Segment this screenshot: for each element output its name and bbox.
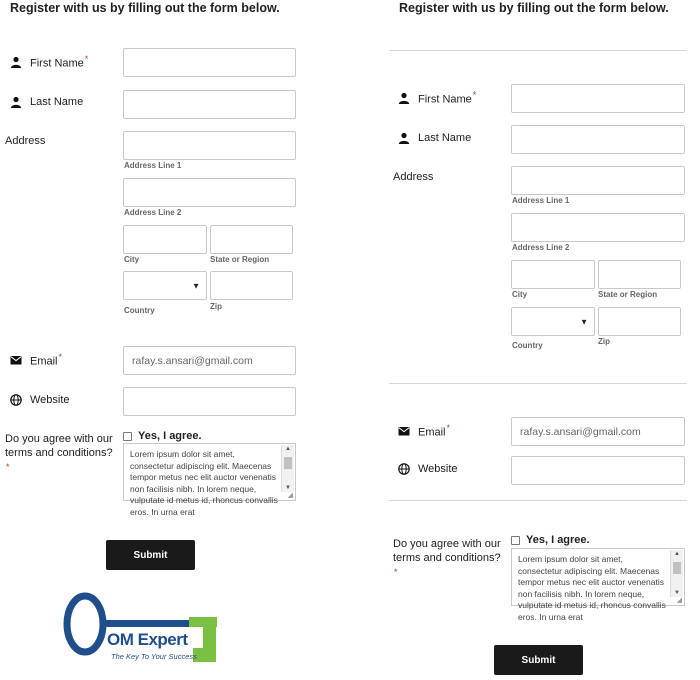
last-name-label-right: Last Name — [398, 132, 471, 144]
city-sublabel-right: City — [512, 290, 528, 299]
country-select-left[interactable] — [123, 271, 207, 300]
website-label-right: Website — [398, 463, 458, 475]
globe-icon — [10, 394, 22, 406]
submit-button-right[interactable]: Submit — [494, 645, 583, 675]
globe-icon — [398, 463, 410, 475]
website-input-left[interactable] — [123, 387, 296, 416]
country-sublabel-right: Country — [512, 341, 543, 350]
person-icon — [398, 92, 410, 104]
person-icon — [10, 96, 22, 108]
address-label-right: Address — [393, 171, 434, 183]
state-sublabel-right: State or Region — [598, 290, 658, 299]
logo-tagline: The Key To Your Success — [111, 652, 197, 661]
city-sublabel-left: City — [124, 255, 140, 264]
country-select-right[interactable] — [511, 307, 595, 336]
address-label-left: Address — [5, 135, 46, 147]
email-input-left[interactable]: rafay.s.ansari@gmail.com — [123, 346, 296, 375]
checkbox[interactable] — [123, 432, 132, 441]
om-expert-logo — [63, 590, 223, 666]
divider — [389, 500, 687, 501]
agree-checkbox-left[interactable]: Yes, I agree. — [123, 430, 202, 442]
scrollbar[interactable] — [670, 550, 683, 597]
address-line2-input-left[interactable] — [123, 178, 296, 207]
terms-question-left: Do you agree with our terms and conditions?* — [5, 433, 113, 472]
person-icon — [398, 132, 410, 144]
zip-sublabel-left: Zip — [210, 302, 222, 311]
scroll-down-icon[interactable]: ▼ — [285, 485, 291, 491]
scroll-up-icon[interactable]: ▲ — [285, 446, 291, 452]
website-input-right[interactable] — [511, 456, 685, 485]
terms-textarea-left[interactable] — [123, 443, 296, 517]
address-line1-sublabel-right: Address Line 1 — [512, 196, 570, 205]
address-line1-input-left[interactable] — [123, 131, 296, 160]
last-name-input-right[interactable] — [511, 125, 685, 154]
scrollbar[interactable] — [281, 445, 294, 492]
state-input-right[interactable] — [598, 260, 681, 289]
terms-question-right: Do you agree with our terms and conditions?* — [393, 538, 501, 577]
divider — [389, 383, 687, 384]
website-label-left: Website — [10, 394, 70, 406]
envelope-icon — [10, 354, 22, 366]
divider — [389, 50, 687, 51]
resize-grip-icon[interactable]: ◢ — [676, 597, 682, 604]
first-name-label-left: First Name* — [10, 54, 88, 70]
first-name-label-right: First Name* — [398, 90, 476, 106]
email-input-right[interactable]: rafay.s.ansari@gmail.com — [511, 417, 685, 446]
email-label-left: Email* — [10, 352, 62, 368]
first-name-input-left[interactable] — [123, 48, 296, 77]
terms-text: Lorem ipsum dolor sit amet, consectetur adipiscing elit. Maecenas tempor metus nec elit auctor venenatis non facilisis nibh. In lorem neque, vulputate id metus id, rhoncus convallis eros. In urna erat — [518, 554, 666, 622]
terms-text: Lorem ipsum dolor sit amet, consectetur adipiscing elit. Maecenas tempor metus nec elit auctor venenatis non facilisis nibh. In lorem neque, vulputate id metus id, rhoncus convallis eros. In urna erat — [130, 449, 278, 517]
address-line1-input-right[interactable] — [511, 166, 685, 195]
scrollbar-thumb[interactable] — [673, 562, 681, 574]
address-line1-sublabel-left: Address Line 1 — [124, 161, 182, 170]
form-title-right: Register with us by filling out the form below. — [399, 1, 669, 15]
last-name-input-left[interactable] — [123, 90, 296, 119]
terms-textarea-right[interactable] — [511, 548, 685, 622]
scroll-down-icon[interactable]: ▼ — [674, 590, 680, 596]
submit-button-left[interactable]: Submit — [106, 540, 195, 570]
email-label-right: Email* — [398, 423, 450, 439]
scrollbar-thumb[interactable] — [284, 457, 292, 469]
country-sublabel-left: Country — [124, 306, 155, 315]
address-line2-sublabel-right: Address Line 2 — [512, 243, 570, 252]
agree-checkbox-right[interactable]: Yes, I agree. — [511, 534, 590, 546]
city-input-right[interactable] — [511, 260, 595, 289]
person-icon — [10, 56, 22, 68]
chevron-down-icon: ▼ — [580, 317, 588, 326]
state-sublabel-left: State or Region — [210, 255, 270, 264]
address-line2-input-right[interactable] — [511, 213, 685, 242]
envelope-icon — [398, 425, 410, 437]
first-name-input-right[interactable] — [511, 84, 685, 113]
zip-sublabel-right: Zip — [598, 337, 610, 346]
checkbox[interactable] — [511, 536, 520, 545]
last-name-label-left: Last Name — [10, 96, 83, 108]
form-title-left: Register with us by filling out the form below. — [10, 1, 280, 15]
resize-grip-icon[interactable]: ◢ — [287, 492, 293, 499]
state-input-left[interactable] — [210, 225, 293, 254]
address-line2-sublabel-left: Address Line 2 — [124, 208, 182, 217]
zip-input-right[interactable] — [598, 307, 681, 336]
city-input-left[interactable] — [123, 225, 207, 254]
chevron-down-icon: ▼ — [192, 281, 200, 290]
logo-name: OM Expert — [107, 630, 188, 649]
zip-input-left[interactable] — [210, 271, 293, 300]
scroll-up-icon[interactable]: ▲ — [674, 551, 680, 557]
